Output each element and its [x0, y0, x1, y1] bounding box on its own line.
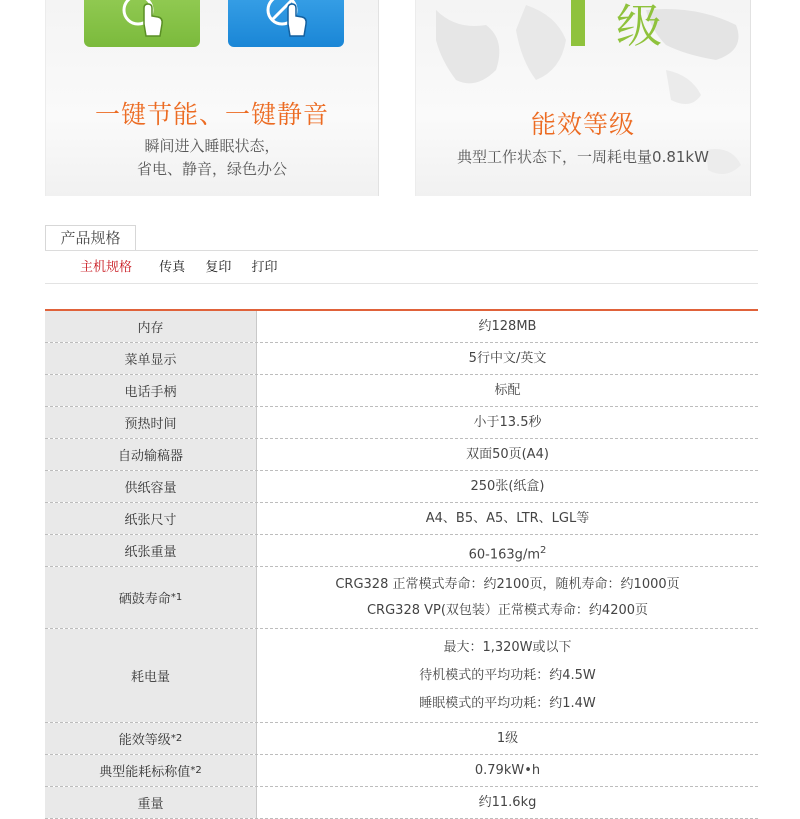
mute-button-graphic [228, 0, 344, 47]
superscript: 2 [539, 545, 547, 556]
energy-saving-title: 一键节能、一键静音 [94, 100, 329, 129]
spec-value: 睡眠模式的平均功耗：约1.4W [419, 696, 596, 712]
spec-value: A4、B5、A5、LTR、LGL等 [425, 511, 590, 526]
spec-row-paper-size [45, 503, 758, 535]
spec-value: 250张(纸盒) [470, 479, 545, 494]
product-spec-tab[interactable]: 产品规格 [45, 225, 136, 251]
spec-label: 自动输稿器 [45, 439, 257, 470]
spec-label: 电话手柄 [45, 375, 257, 406]
energy-saving-panel [45, 0, 379, 196]
spec-row-menu-display [45, 343, 758, 375]
energy-grade-panel [415, 0, 751, 196]
spec-label [45, 755, 257, 786]
spec-label: 预热时间 [45, 407, 257, 438]
spec-value: 0.79kW•h [474, 763, 541, 778]
tab-divider [45, 250, 758, 251]
spec-value: CRG328 正常模式寿命：约2100页，随机寿命：约1000页 [335, 576, 680, 592]
spec-value-text: 60-163g/m [468, 547, 540, 563]
spec-label [45, 567, 257, 628]
energy-grade-subtitle: 典型工作状态下，一周耗电量0.81kW [457, 148, 709, 166]
spec-value: CRG328 VP(双包装）正常模式寿命：约4200页 [366, 603, 649, 619]
spec-label [45, 723, 257, 754]
spec-value: 5行中文/英文 [468, 351, 547, 366]
spec-row-weight [45, 787, 758, 819]
spec-value: 小于13.5秒 [473, 415, 542, 430]
spec-label-text: 典型能耗标称值 [99, 765, 191, 780]
subtab-divider [45, 283, 758, 284]
grade-character: 级 [616, 0, 662, 53]
spec-label: 纸张尺寸 [45, 503, 257, 534]
spec-table [45, 309, 758, 819]
energy-saving-line-1: 瞬间进入睡眠状态， [144, 137, 280, 155]
spec-value [257, 539, 758, 566]
tap-hand-icon [122, 0, 168, 40]
grade-bar-graphic [571, 0, 585, 46]
spec-row-drum-life [45, 567, 758, 629]
spec-label: 内存 [45, 311, 257, 342]
energy-save-button-graphic [84, 0, 200, 47]
spec-row-energy-grade [45, 723, 758, 755]
spec-value: 待机模式的平均功耗：约4.5W [419, 667, 596, 683]
energy-grade-title: 能效等级 [530, 110, 635, 139]
spec-row-paper-weight [45, 535, 758, 567]
subtab-copy[interactable]: 复印 [205, 260, 232, 275]
spec-row-paper-capacity [45, 471, 758, 503]
spec-value: 约128MB [478, 319, 537, 334]
spec-label-text: 能效等级 [118, 733, 171, 748]
footnote-marker: *2 [170, 733, 183, 744]
spec-value: 标配 [494, 383, 521, 398]
spec-row-power-consumption [45, 629, 758, 723]
energy-saving-line-2: 省电、静音，绿色办公 [136, 160, 287, 178]
spec-row-warmup [45, 407, 758, 439]
subtab-main-spec[interactable]: 主机规格 [80, 260, 133, 275]
spec-row-typical-energy [45, 755, 758, 787]
spec-label: 耗电量 [45, 629, 257, 722]
spec-value: 最大：1,320W或以下 [443, 639, 572, 655]
spec-label: 菜单显示 [45, 343, 257, 374]
spec-value: 双面50页(A4) [466, 447, 549, 462]
subtab-print[interactable]: 打印 [251, 260, 278, 275]
spec-subtabs [80, 257, 293, 279]
spec-value: 约11.6kg [478, 795, 537, 810]
spec-label-text: 硒鼓寿命 [118, 592, 171, 607]
spec-row-handset [45, 375, 758, 407]
spec-row-adf [45, 439, 758, 471]
subtab-fax[interactable]: 传真 [159, 260, 186, 275]
spec-row-memory [45, 311, 758, 343]
footnote-marker: *2 [190, 765, 202, 776]
tap-hand-icon [266, 0, 312, 40]
footnote-marker: *1 [170, 592, 183, 603]
spec-label: 供纸容量 [45, 471, 257, 502]
spec-value: 1级 [496, 731, 519, 746]
spec-label: 重量 [45, 787, 257, 818]
spec-label: 纸张重量 [45, 535, 257, 566]
